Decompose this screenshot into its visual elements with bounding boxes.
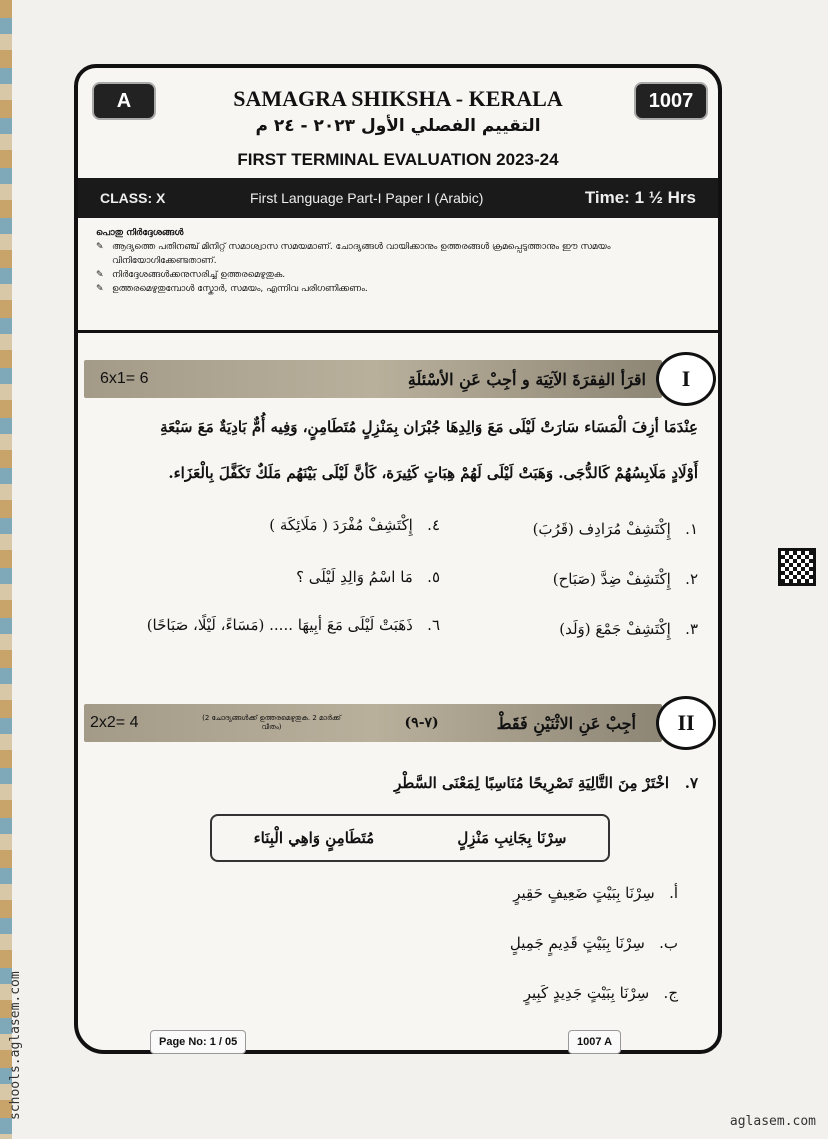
question-7: [394, 774, 698, 792]
verse-part: سِرْنَا بِجَانِبِ مَنْزِلٍ: [457, 829, 567, 847]
question-5: [296, 568, 440, 586]
q-text: اخْتَرْ مِنَ التَّالِيَةِ تَصْرِيحًا مُنَاسِبًا لِمَعْنَى السَّطْرِ: [394, 774, 670, 792]
section-2-marks: 2x2= 4: [90, 714, 139, 731]
section-1-number: I: [656, 352, 716, 406]
divider: [78, 330, 718, 333]
section-2-note: (2 ചോദ്യങ്ങൾക്ക് ഉത്തരമെഴുതുക. 2 മാർക്ക് വീതം): [202, 714, 341, 731]
question-4: [269, 516, 440, 534]
code-badge: 1007: [634, 82, 708, 120]
opt-label: ج.: [663, 984, 678, 1002]
set-badge: A: [92, 82, 156, 120]
q-num: ٦.: [427, 616, 440, 634]
q-num: ٢.: [685, 570, 698, 588]
opt-text: سِرْنَا بِبَيْتٍ قَدِيمٍ جَمِيلٍ: [509, 934, 645, 952]
question-3: [559, 620, 698, 638]
section-2-range: (٧-٩): [404, 715, 439, 731]
subject-label: First Language Part-I Paper I (Arabic): [250, 190, 484, 206]
question-2: [553, 570, 698, 588]
section-1-header: [84, 360, 662, 398]
passage-line: أَوْلَادٍ مَلَابِسُهُمْ كَالدُّجَى. وَهَبَتْ لَيْلَى لَهُمْ هِبَاتٍ كَثِيرَة، كَأنَّ لَيْلَى بَيْنَهُم مَلَكٌ تَكَفَّلَ بِالْعَزَاء.: [168, 464, 698, 482]
verse-box: [210, 814, 610, 862]
section-2-title: أجِبْ عَنِ الاثْنَيْنِ فَقَطْ: [496, 713, 636, 733]
footer-code: 1007 A: [568, 1030, 621, 1054]
q-text: إِكْتَشِفْ مُفْرَدَ ( مَلَائِكَة ): [269, 516, 413, 534]
passage-line: عِنْدَمَا أزِفَ الْمَسَاء سَارَتْ لَيْلَى مَعَ وَالِدِهَا جُبْرَان بِمَنْزِلٍ مُتَطَامِنٍ، وَفِيه أُمٌّ بَادِيَةٌ مَعَ سَبْعَةِ: [160, 418, 698, 436]
page-number: Page No: 1 / 05: [150, 1030, 246, 1054]
q-text: إِكْتَشِفْ جَمْعَ (وَلَد): [559, 620, 671, 638]
q-num: ٧.: [684, 774, 698, 792]
section-2-number: II: [656, 696, 716, 750]
option-b: [510, 934, 678, 952]
section-2-header: [84, 704, 662, 742]
q-text: إِكْتَشِفْ ضِدَّ (صَبَاح): [552, 570, 671, 588]
instructions: [96, 226, 700, 296]
q-num: ٤.: [427, 516, 440, 534]
verse-part: مُتَطَامِنٍ وَاهِي الْبِنَاء: [253, 829, 375, 847]
instructions-heading: പൊതു നിർദ്ദേശങ്ങൾ: [96, 228, 184, 238]
exam-title: FIRST TERMINAL EVALUATION 2023-24: [237, 150, 559, 169]
q-text: إِكْتَشِفْ مُرَادِف (قَرُبَ): [532, 520, 671, 538]
instruction-item: ✎ ഉത്തരമെഴുതുമ്പോൾ സ്കോർ, സമയം, എന്നിവ പരിഗണിക്കണം.: [96, 282, 700, 296]
question-1: [533, 520, 698, 538]
opt-label: أ.: [669, 884, 678, 902]
q-num: ١.: [685, 520, 698, 538]
qr-code-icon: [778, 548, 816, 586]
q-num: ٥.: [427, 568, 440, 586]
opt-text: سِرْنَا بِبَيْتٍ ضَعِيفٍ حَقِيرٍ: [513, 884, 655, 902]
section-1-marks: 6x1= 6: [100, 370, 149, 387]
q-text: مَا اسْمُ وَالِدِ لَيْلَى ؟: [296, 568, 413, 586]
option-c: [524, 984, 678, 1002]
corner-watermark: aglasem.com: [729, 1114, 816, 1129]
org-title: SAMAGRA SHIKSHA - KERALA: [233, 86, 563, 111]
exam-sheet: [74, 64, 722, 1054]
side-watermark: schools.aglasem.com: [8, 971, 23, 1120]
instruction-item: ✎ ആദ്യത്തെ പതിനഞ്ച് മിനിറ്റ് സമാശ്വാസ സമയമാണ്. ചോദ്യങ്ങൾ വായിക്കാനും ഉത്തരങ്ങൾ ക്രമപ്പെടുത്താനും ഈ സമയം വിനിയോഗിക്കേണ്ടതാണ്.: [96, 240, 700, 268]
time-label: Time: 1 ½ Hrs: [584, 188, 696, 207]
arabic-title: التقييم الفصلي الأول ٢٠٢٣ - ٢٤ م: [255, 116, 541, 136]
q-num: ٣.: [685, 620, 698, 638]
question-6: [147, 616, 440, 634]
page-edge: [0, 0, 12, 1139]
section-1-title: اقرَأ الفِقرَةَ الآتِيَة و أجِبْ عَنِ الأسْئلَةِ: [407, 369, 646, 389]
opt-label: ب.: [659, 934, 678, 952]
q-text: ذَهَبَتْ لَيْلَى مَعَ أبِيهَا ..... (مَسَاءً، لَيْلًا، صَبَاحًا): [146, 616, 413, 634]
info-bar: [78, 178, 718, 218]
option-a: [513, 884, 678, 902]
class-label: CLASS: X: [100, 190, 166, 206]
opt-text: سِرْنَا بِبَيْتٍ جَدِيدٍ كَبِيرٍ: [523, 984, 650, 1002]
instruction-item: ✎ നിർദ്ദേശങ്ങൾക്കനുസരിച്ച് ഉത്തരമെഴുതുക.: [96, 268, 700, 282]
